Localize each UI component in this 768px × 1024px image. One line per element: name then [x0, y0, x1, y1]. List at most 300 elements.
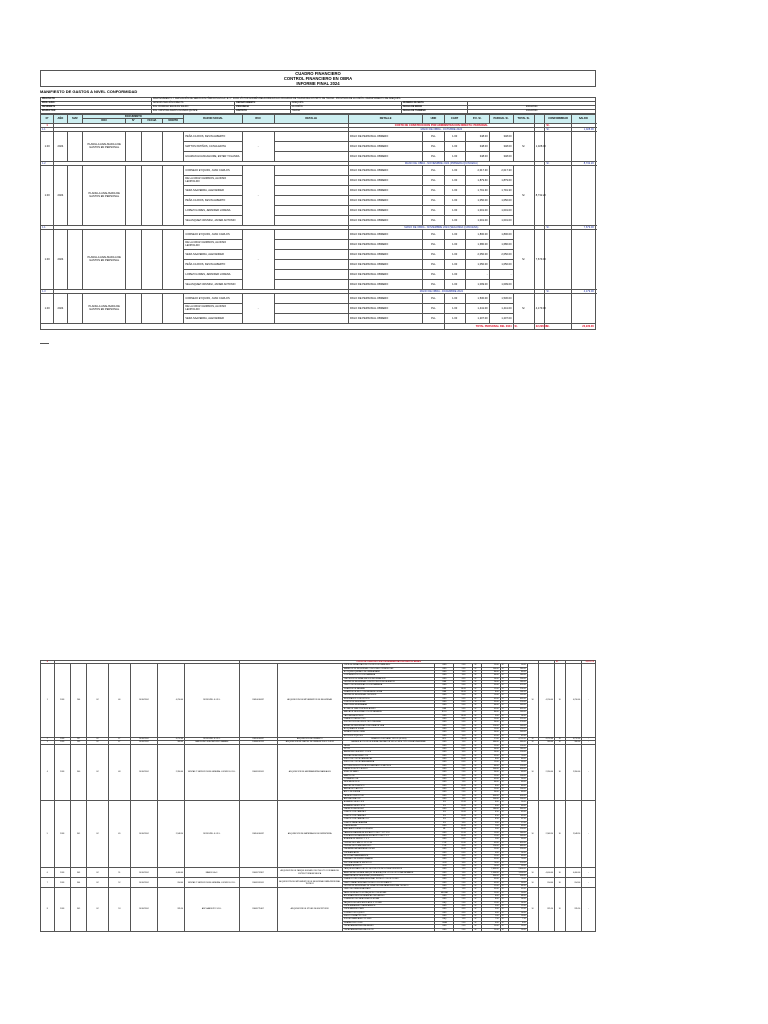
table-cell: 348.00	[465, 131, 489, 141]
table-cell: S/.	[500, 838, 508, 841]
table-cell: S/.	[500, 905, 508, 908]
table-cell: S/.	[500, 864, 508, 867]
table-cell	[274, 279, 348, 289]
table-cell: PLL	[423, 303, 444, 313]
table-cell: UND	[435, 778, 454, 781]
table-cell: 2.00	[454, 881, 473, 884]
table-cell: 50.00	[454, 828, 473, 831]
table-cell: UND	[435, 757, 454, 760]
table-cell: 1,879.60	[465, 175, 489, 185]
table-cell: BASE METALICA PARA TANQUE DE AGUA (PRE LITROS OPCIONAL ARMABLE	[342, 871, 435, 874]
table-cell: UND	[435, 888, 454, 891]
table-cell: S/.	[500, 881, 508, 884]
table-cell: 2024	[54, 888, 70, 931]
table-cell: 35.00	[481, 684, 500, 687]
table-cell: DE LA CRUZ CHIRINOS, ALONSO LEOPOLDO	[184, 303, 242, 313]
table-cell: 1,099.00	[465, 279, 489, 289]
table-cell: 6.50	[481, 811, 500, 814]
table-cell: UND	[435, 734, 454, 737]
table-cell: 2024	[54, 801, 70, 868]
table-cell: 1.00	[41, 165, 54, 225]
table-cell: S/.	[473, 724, 481, 727]
table-cell: S/.	[527, 878, 538, 888]
table-cell: 1.00	[454, 918, 473, 921]
table-cell: PLL	[423, 259, 444, 269]
table-cell: 9.00	[454, 707, 473, 710]
table-cell: 1	[41, 123, 54, 127]
table-cell: PLL	[423, 131, 444, 141]
table-cell: UND	[435, 741, 454, 744]
table-cell: PAGO DE PERSONAL OBRERO	[348, 249, 422, 259]
table-cell: 51	[108, 868, 130, 878]
table-cell: LENTES DE SEGURIDAD OSCUROS	[342, 694, 435, 697]
table-cell: 2.00	[454, 778, 473, 781]
table-cell: S/.	[500, 744, 508, 747]
table-cell	[274, 195, 348, 205]
table-cell: ADQUISICIÓN DE CEMENTO	[277, 737, 342, 740]
table-cell: 25.00	[481, 928, 500, 931]
table-cell: S/.	[500, 764, 508, 767]
table-cell: FOLDER MANILA A4 X 25 UNID	[342, 918, 435, 921]
table-cell: 200.00	[481, 798, 500, 801]
info-row-inspector: INSPECTOR ING. CRISTIAN ALEXIS OLIVERA QUISPE DISTRITO TAURIA FECHA DE TERMINO 10/12/2024	[41, 110, 596, 114]
table-cell: 25.00	[481, 774, 500, 777]
table-cell: S/.	[473, 754, 481, 757]
table-cell: 2024	[54, 878, 70, 888]
table-cell: 12.00	[481, 687, 500, 690]
table-cell: 360.00	[508, 808, 527, 811]
table-cell: 348.00	[489, 131, 513, 141]
table-cell: KG	[435, 818, 454, 821]
table-cell: S/.	[473, 928, 481, 931]
table-cell: 25.00	[481, 664, 500, 667]
table-cell: UND	[435, 751, 454, 754]
table-cell: S/.	[513, 131, 534, 161]
table-cell: -	[242, 131, 274, 161]
table-cell: 400.00	[481, 794, 500, 797]
table-cell: PAGO DE PERSONAL OBRERO	[348, 185, 422, 195]
table-cell: 45.00	[481, 881, 500, 884]
report-title-line3: INFORME FINAL 2024	[41, 81, 596, 87]
table-cell: 21,170.70	[582, 661, 596, 664]
table-cell: 4,752.00	[538, 737, 554, 740]
table-cell: ALAMBRE NEGRO N°8	[342, 801, 435, 804]
table-cell: 160.00	[508, 711, 527, 714]
table-cell: 4.00	[454, 908, 473, 911]
table-cell: 1.00	[444, 259, 465, 269]
table-cell: S/.	[555, 801, 566, 868]
table-cell: 1,530.00	[465, 293, 489, 303]
table-cell: OC	[87, 664, 109, 738]
table-cell: S/.	[473, 771, 481, 774]
table-cell: UND	[435, 764, 454, 767]
table-cell	[163, 131, 184, 161]
table-cell: PEÑA CA RIOS, KEVIN ALBERTO	[184, 259, 242, 269]
table-cell: KG	[435, 801, 454, 804]
table-cell: 6.00	[454, 747, 473, 750]
table-cell: ALAMBRE NEGRO N°16	[342, 804, 435, 807]
table-cell: KG	[435, 811, 454, 814]
table-cell: 3.00	[454, 861, 473, 864]
table-cell: 1.00	[444, 185, 465, 195]
table-cell: 1.00	[454, 794, 473, 797]
table-cell: CARRETILLAS BUGGY	[342, 808, 435, 811]
table-cell: S/.	[527, 888, 538, 931]
table-cell: 10.00	[454, 848, 473, 851]
table-cell: 60.00	[508, 771, 527, 774]
table-cell: 27.00	[508, 821, 527, 824]
table-cell: S/.	[527, 737, 538, 740]
table-cell: 48	[108, 744, 130, 801]
table-cell: DISCO DE CORTE PARA MADERA	[342, 761, 435, 764]
table-cell: CLAVOS PARA CALAMINA	[342, 821, 435, 824]
table-cell	[125, 229, 141, 289]
table-cell: KG	[435, 804, 454, 807]
table-cell: 2.00	[454, 808, 473, 811]
table-cell: 2,050.00	[489, 249, 513, 259]
table-cell: CALAMINA GALVANIZADA 0.14 MM	[342, 848, 435, 851]
table-cell: 18.00	[454, 714, 473, 717]
table-cell: TRIPLAY DE 4 MM X 1.22 X 2.44	[342, 841, 435, 844]
table-cell: 2,017.30	[489, 165, 513, 175]
project-info-table	[40, 97, 596, 114]
table-cell: 46	[108, 664, 130, 738]
table-cell: CLAVOS CON CABEZA 3"	[342, 811, 435, 814]
table-cell: 3.00	[454, 751, 473, 754]
table-cell: -	[582, 737, 596, 740]
table-cell: S/.	[555, 741, 566, 744]
table-cell: S/.	[473, 707, 481, 710]
table-cell: RESPIRADOR CON FILTROS	[342, 697, 435, 700]
table-cell: MILLAR	[435, 891, 454, 894]
table-cell: 6	[41, 868, 55, 878]
table-cell: 70.00	[508, 858, 527, 861]
column-header: AÑO	[54, 115, 67, 124]
table-cell: 1.00	[444, 205, 465, 215]
table-cell: 1,879.60	[489, 175, 513, 185]
table-cell: UND	[435, 671, 454, 674]
table-cell: 180.00	[481, 808, 500, 811]
table-cell: 11.00	[454, 841, 473, 844]
table-row	[41, 131, 596, 141]
table-cell: 2,017.30	[465, 165, 489, 175]
table-cell: 348.00	[489, 151, 513, 161]
table-cell: 12.00	[481, 834, 500, 837]
table-cell: S/.	[473, 885, 481, 888]
table-cell: 240.00	[508, 834, 527, 837]
table-cell: BARRETAS DE ACERO 1 1/4 M	[342, 751, 435, 754]
table-cell: UND	[435, 808, 454, 811]
table-cell: 1,028.00	[571, 127, 595, 131]
table-cell: 45.00	[481, 697, 500, 700]
table-cell: S/.	[500, 814, 508, 817]
table-cell: S/.	[473, 744, 481, 747]
table-cell: EXTINTOR PQS 6 KG	[342, 734, 435, 737]
table-cell: 3.00	[481, 828, 500, 831]
table-cell: S/.	[545, 225, 572, 229]
table-cell: S/.	[473, 898, 481, 901]
table-cell: PAGO DE PERSONAL OBRERO	[348, 279, 422, 289]
table-cell: 50.00	[508, 928, 527, 931]
table-cell: S/.	[473, 791, 481, 794]
table-cell: CHALECO REFLECTIVO	[342, 717, 435, 720]
table-cell: 2.00	[454, 771, 473, 774]
table-cell: 8.00	[481, 757, 500, 760]
table-cell: S/.	[513, 293, 534, 323]
table-cell: 49	[108, 801, 130, 868]
table-cell: S/.	[555, 888, 566, 931]
table-cell: 180.00	[508, 674, 527, 677]
table-cell: 10.00	[454, 804, 473, 807]
table-cell: UND	[435, 744, 454, 747]
table-cell: LOPEZ FLORES, JENNIFER LORENA	[184, 269, 242, 279]
table-cell: 1.00	[444, 269, 465, 279]
table-cell: 2.00	[454, 711, 473, 714]
table-cell: PAGO DE PERSONAL OBRERO	[348, 313, 422, 323]
table-cell: 1,530.00	[489, 293, 513, 303]
table-cell: 35.00	[508, 888, 527, 891]
table-cell: 200.00	[508, 798, 527, 801]
table-cell: PLL	[423, 239, 444, 249]
table-cell: BOL	[435, 737, 454, 740]
table-cell: S/.	[473, 895, 481, 898]
table-cell: 6.00	[481, 804, 500, 807]
table-cell: S/.	[473, 851, 481, 854]
table-cell: UND	[435, 717, 454, 720]
table-cell: S/.	[500, 724, 508, 727]
table-cell: 70.00	[508, 754, 527, 757]
table-cell: 304	[70, 878, 86, 888]
table-cell: 1,001.00	[465, 205, 489, 215]
table-cell: UND	[435, 784, 454, 787]
table-cell: 2024	[54, 165, 67, 225]
table-cell: S/.	[473, 664, 481, 667]
column-header: TOTAL S/.	[513, 115, 534, 124]
table-cell: 9.00	[454, 684, 473, 687]
table-cell: S/.	[527, 868, 538, 878]
table-cell: UND	[435, 747, 454, 750]
table-cell: GUANTES DE NILO CON PALMA DE GOMA	[342, 691, 435, 694]
table-cell: S/.	[555, 744, 566, 801]
table-cell: 6.00	[454, 895, 473, 898]
table-cell: UND	[435, 824, 454, 827]
table-cell: 3	[41, 741, 55, 744]
table-cell: PAQ	[435, 901, 454, 904]
table-cell: UND	[435, 854, 454, 857]
table-cell: PAGO DE PERSONAL OBRERO	[348, 215, 422, 225]
table-cell: PAR	[435, 681, 454, 684]
table-cell: S/.	[473, 875, 481, 878]
table-cell: 1.00	[454, 798, 473, 801]
table-cell: 480.00	[508, 844, 527, 847]
table-cell: S/.	[545, 123, 572, 127]
report-title-block	[40, 70, 596, 87]
table-cell: S/.	[500, 921, 508, 924]
table-cell: S/.	[500, 707, 508, 710]
column-header: CONFORMIDAD	[545, 115, 572, 124]
table-cell: 25.00	[481, 788, 500, 791]
table-cell: 47	[108, 737, 130, 740]
table-cell: CORTAVIENTOS COLOR NARANJA	[342, 674, 435, 677]
report-title-line1: CUADRO FINANCIERO	[41, 71, 596, 77]
table-cell: 240.00	[508, 731, 527, 734]
table-cell: S/.	[500, 694, 508, 697]
table-cell: DISCO COMPACTO CD-R	[342, 915, 435, 918]
table-cell: S/.	[473, 731, 481, 734]
table-cell: 20609775407	[239, 888, 277, 931]
table-cell: TALADRO PERCUTOR	[342, 794, 435, 797]
table-cell: 2.00	[454, 858, 473, 861]
table-cell: UND	[435, 701, 454, 704]
table-cell: 8.00	[454, 731, 473, 734]
table-cell	[274, 249, 348, 259]
table-cell: 30.00	[481, 771, 500, 774]
table-cell: PAGO DE PERSONAL OBRERO	[348, 165, 422, 175]
table-cell: S/.	[500, 731, 508, 734]
table-cell: S/.	[555, 878, 566, 888]
table-cell	[545, 293, 572, 323]
table-cell: 6.00	[454, 761, 473, 764]
table-cell: 2.00	[454, 667, 473, 670]
table-cell: S/.	[473, 818, 481, 821]
table-cell: 25.00	[481, 744, 500, 747]
table-cell: 204.00	[538, 878, 554, 888]
page-edge-mark	[40, 343, 49, 344]
table-cell: S/.	[545, 289, 572, 293]
table-cell: VELASQUEZ CRUMIGI, JAVIER ANTONIO	[184, 279, 242, 289]
table-cell: PROTECCION DE OIDOS TIPO OREJERA	[342, 721, 435, 724]
table-cell: UND	[435, 915, 454, 918]
table-cell: COMBA DE 4 LB	[342, 778, 435, 781]
table-cell: S/.	[500, 757, 508, 760]
table-cell: 35.00	[481, 701, 500, 704]
table-cell: 18.00	[454, 691, 473, 694]
table-cell: TRIPLAY DE 18 MM FENOLICO	[342, 844, 435, 847]
table-cell	[274, 259, 348, 269]
table-cell: 380.00	[157, 741, 184, 744]
table-cell: UND	[435, 881, 454, 884]
table-cell: 16/10/2024	[130, 878, 157, 888]
table-cell: PLL	[423, 313, 444, 323]
column-header: DOCUMENTO	[83, 115, 184, 119]
table-cell: CONOS DE SEGURIDAD	[342, 701, 435, 704]
table-cell: BARCELINO ELA CAPURRO MAMANI	[185, 741, 239, 744]
table-cell: 2.00	[454, 754, 473, 757]
table-cell: S/.	[473, 774, 481, 777]
table-cell: 60.00	[481, 781, 500, 784]
table-cell: S/.	[500, 804, 508, 807]
table-cell: 4,700.00	[538, 664, 554, 738]
table-cell: MAMELUK DE SEGURIDAD CON DOBLE CINTA DE REF.	[342, 667, 435, 670]
table-cell: S/.	[500, 771, 508, 774]
table-cell: S/.	[473, 918, 481, 921]
table-cell: RODR WILL E.I.R.L.	[185, 801, 239, 868]
table-cell: S/.	[500, 908, 508, 911]
table-cell: S/.	[500, 664, 508, 667]
table-cell: 12.00	[508, 905, 527, 908]
table-cell: S/.	[500, 888, 508, 891]
table-cell: S/.	[473, 711, 481, 714]
table-cell: 16/10/2024	[130, 741, 157, 744]
table-cell: 3.00	[481, 714, 500, 717]
table-cell: -	[582, 868, 596, 878]
table-cell: 18.00	[454, 687, 473, 690]
table-cell	[274, 175, 348, 185]
table-cell: 35.00	[481, 858, 500, 861]
table-cell	[125, 165, 141, 225]
table-cell: 2024	[54, 868, 70, 878]
table-cell: 1,050.00	[489, 259, 513, 269]
table-cell: 210.00	[508, 861, 527, 864]
table-cell: 100.00	[508, 774, 527, 777]
table-cell: 1.00	[454, 888, 473, 891]
table-cell: 315.00	[508, 684, 527, 687]
table-cell: S/.	[500, 925, 508, 928]
table-cell: 1.00	[444, 175, 465, 185]
table-cell: MARTILLOS	[342, 774, 435, 777]
table-cell: S/.	[473, 854, 481, 857]
table-cell: UND	[435, 771, 454, 774]
table-cell: S/.	[473, 701, 481, 704]
table-cell: 90.00	[508, 778, 527, 781]
table-cell: 15.00	[481, 854, 500, 857]
table-cell: OC	[87, 801, 109, 868]
table-cell: S/.	[500, 721, 508, 724]
table-cell: 70.00	[508, 878, 527, 881]
table-cell: ADQUISICION DE IMPLEMENTOS DE SEGURIDAD	[277, 664, 342, 738]
table-cell: 25.00	[481, 891, 500, 894]
table-cell: BATEA DE PLASTICO	[342, 788, 435, 791]
table-cell: -	[582, 801, 596, 868]
table-cell: UND	[435, 875, 454, 878]
table-cell: 1,500.00	[508, 871, 527, 874]
table-cell: S/.	[500, 801, 508, 804]
table-cell: 4.00	[454, 677, 473, 680]
financial-summary-sheet	[40, 70, 596, 330]
table-cell: 100.00	[508, 788, 527, 791]
table-cell: UND	[435, 834, 454, 837]
table-cell: S/.	[473, 747, 481, 750]
table-cell: S/.	[555, 737, 566, 740]
table-cell: BANNER A COLOR DE BUENA CALIDAD DE 3.60 x 2.40 M. TIPO CIGUATUNESPATAL	[342, 741, 435, 744]
table-cell: 6.00	[454, 838, 473, 841]
table-cell: 120.00	[508, 764, 527, 767]
table-cell: PLL	[423, 249, 444, 259]
table-cell: UND	[435, 667, 454, 670]
table-cell: LIJA DE AGUA	[342, 824, 435, 827]
table-cell: 4,179.00	[571, 289, 595, 293]
table-cell: -	[582, 888, 596, 931]
table-cell	[125, 293, 141, 323]
table-cell: BOTIQUIN EQUIPADO DE OBRA A MANO	[342, 671, 435, 674]
table-cell: -	[242, 165, 274, 225]
table-cell	[163, 229, 184, 289]
table-cell: 48.00	[508, 895, 527, 898]
table-cell: VERA SAAVEDRA, ALEXANDER	[184, 249, 242, 259]
table-cell: 4.00	[481, 921, 500, 924]
table-cell: 10.00	[454, 784, 473, 787]
column-header: N°	[41, 115, 54, 124]
table-cell: 2.00	[454, 664, 473, 667]
table-cell: S/.	[473, 848, 481, 851]
table-cell: 2024	[54, 744, 70, 801]
column-header: PARCIAL S/.	[489, 115, 513, 124]
table-cell: 1.00	[444, 141, 465, 151]
table-cell: 8,732.20	[534, 165, 545, 225]
table-cell: S/.	[500, 774, 508, 777]
table-cell: 4,400.00	[565, 868, 581, 878]
table-cell: UND	[435, 858, 454, 861]
